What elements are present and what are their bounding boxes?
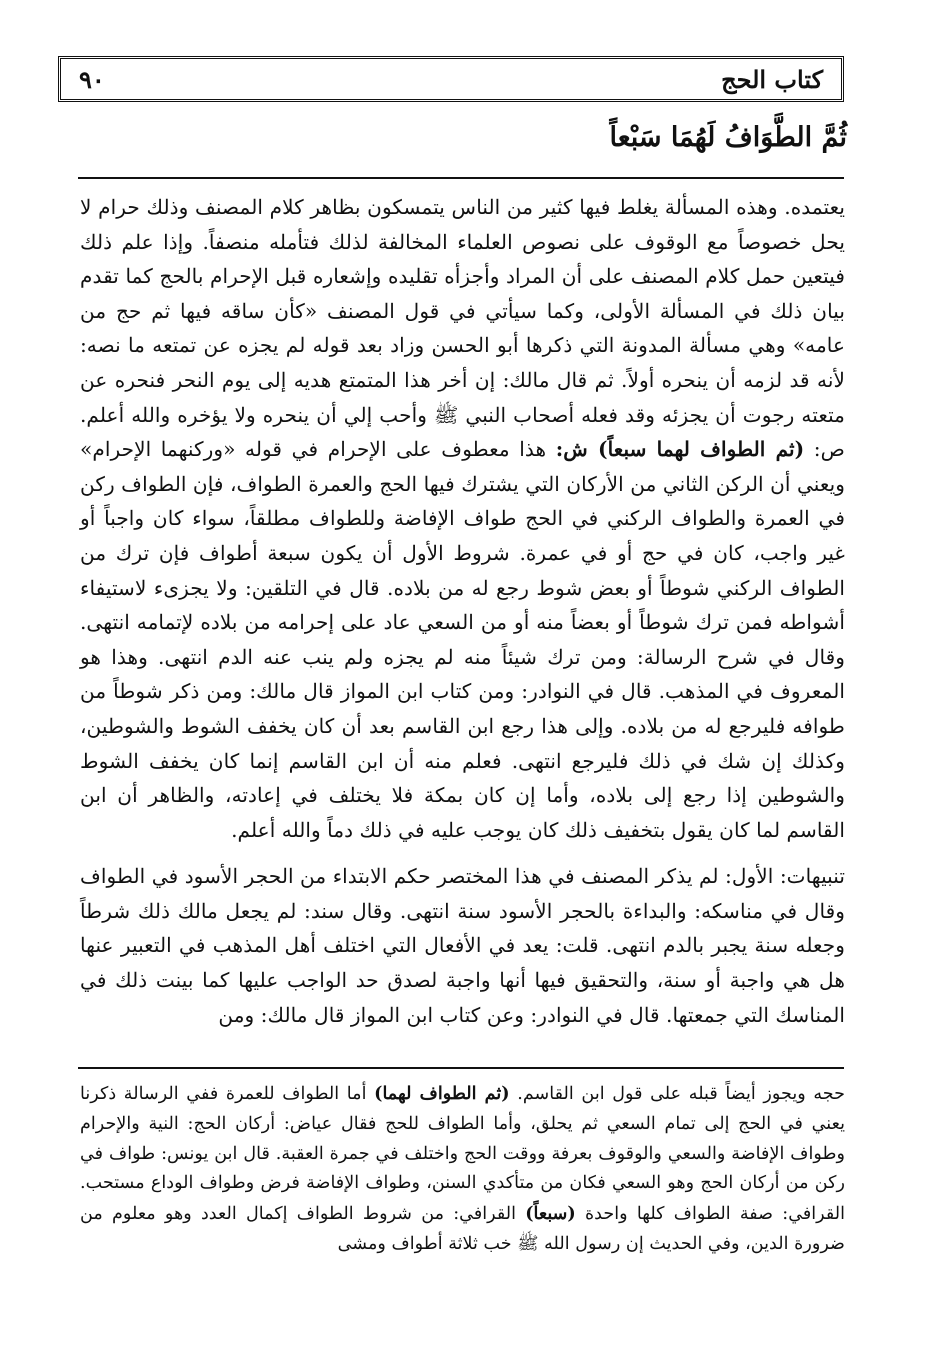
commentary-body	[80, 190, 845, 1032]
page-number: ٩٠	[79, 64, 105, 94]
footnote-divider	[78, 1067, 844, 1069]
commentary-paragraph-1	[80, 190, 845, 847]
commentary-paragraph-2: تنبيهات: الأول: لم يذكر المصنف في هذا المختصر حكم الابتداء من الحجر الأسود في الطواف وقال في مناسكه: والبداءة بالحجر الأسود سنة انتهى. وقال سند: لم يجعل مالك ذلك شرطاً وجعله سنة يجبر بالدم انتهى. قلت: يعد في الأفعال التي اختلف أهل المذهب في التعبير عنها هل هي واجبة أو سنة، والتحقيق فيها أنها واجبة لصدق حد الواجب عليها كما بينت ذلك في المناسك التي جمعتها. قال في النوادر: وعن كتاب ابن المواز قال مالك: ومن	[80, 864, 845, 1027]
footnote-text-a: حجه ويجوز أيضاً قبله على قول ابن القاسم.	[517, 1084, 846, 1104]
matn-heading: ثُمَّ الطَّوَافُ لَهُمَا سَبْعاً	[609, 122, 847, 153]
paragraph-1-text-b: هذا معطوف على الإحرام في قوله «وركنهما الإحرام» ويعني أن الركن الثاني من الأركان التي يشترك فيها الحج والعمرة الطواف، فإن الطواف ركن في العمرة والطواف الركني في الحج طواف الإفاضة وللطواف مطلقاً، سواء كان واجباً أو غير واجب، كان في حج أو في عمرة. شروط الأول أن يكون سبعة أطواف فإن ترك من الطواف الركني شوطاً أو بعض شوط رجع له من بلاده. قال في التلقين: ولا يجزىء لاستيفاء أشواطه فمن ترك شوطاً أو بعضاً منه أو من السعي عاد على إحرامه من بلاده لإتمامه انتهى. وقال في شرح الرسالة: ومن ترك شيئاً منه لم يجزه ولم ينب عنه الدم انتهى. وهذا هو المعروف في المذهب. قال في النوادر: ومن كتاب ابن المواز قال مالك: ومن ذكر شوطاً من طوافه فليرجع له من بلاده. وإلى هذا رجع ابن القاسم بعد أن كان يخفف الشوط والشوطين، وكذلك إن شك في ذلك فليرجع انتهى. فعلم منه أن ابن القاسم إنما كان يخفف الشوط والشوطين إذا رجع إلى بلاده، وأما إن كان بمكة فلا يختلف في إعادته، والظاهر أن ابن القاسم لما كان يقول بتخفيف ذلك كان يوجب عليه في ذلك دماً والله أعلم.	[80, 437, 845, 842]
paragraph-1-text-a: يعتمده. وهذه المسألة يغلط فيها كثير من الناس يتمسكون بظاهر كلام المصنف وذلك حرام لا يحل خصوصاً مع الوقوف على نصوص العلماء المخالفة لذلك فتأمله منصفاً. وإذا علم ذلك فيتعين حمل كلام المصنف على أن المراد وأجزأه تقليده وإشعاره قبل الإحرام بالحج كما تقدم بيان ذلك في المسألة الأولى، وكما سيأتي في قول المصنف «كأن ساقه فيها ثم حج من عامه» وهي مسألة المدونة التي ذكرها أبو الحسن وزاد بعد قوله لم يجزه عن تمتعه ما نصه: لأنه قد لزمه أن ينحره أولاً. ثم قال مالك: إن أخر هذا المتمتع هديه إلى يوم النحر فنحره عن متعته رجوت أن يجزئه وقد فعله أصحاب النبي ﷺ وأحب إلي أن ينحره ولا يؤخره والله أعلم. ص:	[80, 195, 846, 462]
footnote-text-c: القرافي: من شروط الطواف إكمال العدد وهو معلوم من ضرورة الدين، وفي الحديث إن رسول الله ﷺ خب ثلاثة أطواف ومشى	[80, 1204, 845, 1254]
matn-quote: (ثم الطواف لهما سبعاً) ش:	[555, 437, 805, 462]
footnote-quote-2: (سبعاً)	[525, 1203, 576, 1225]
book-title: كتاب الحج	[721, 64, 823, 94]
footnote-paragraph	[80, 1079, 845, 1260]
running-header	[58, 56, 844, 102]
footnote-body	[80, 1079, 845, 1260]
heading-divider	[78, 177, 844, 179]
footnote-quote-1: (ثم الطواف لهما)	[374, 1083, 510, 1104]
footnote-text-b: أما الطواف للعمرة ففي الرسالة ذكرنا يعني في الحج إلى تمام السعي ثم يحلق، وأما الطواف للحج فقال عياض: أركان الحج: النية والإحرام وطواف الإفاضة والسعي والوقوف بعرفة ووقت الحج واختلف في جمرة العقبة. قال ابن يونس: طواف في ركن من أركان الحج وهو السعي فكان من متأكدي السنن، وطواف الإفاضة فرض وطواف الوداع مستحب. القرافي: صفة الطواف كلها واحدة	[80, 1084, 846, 1225]
